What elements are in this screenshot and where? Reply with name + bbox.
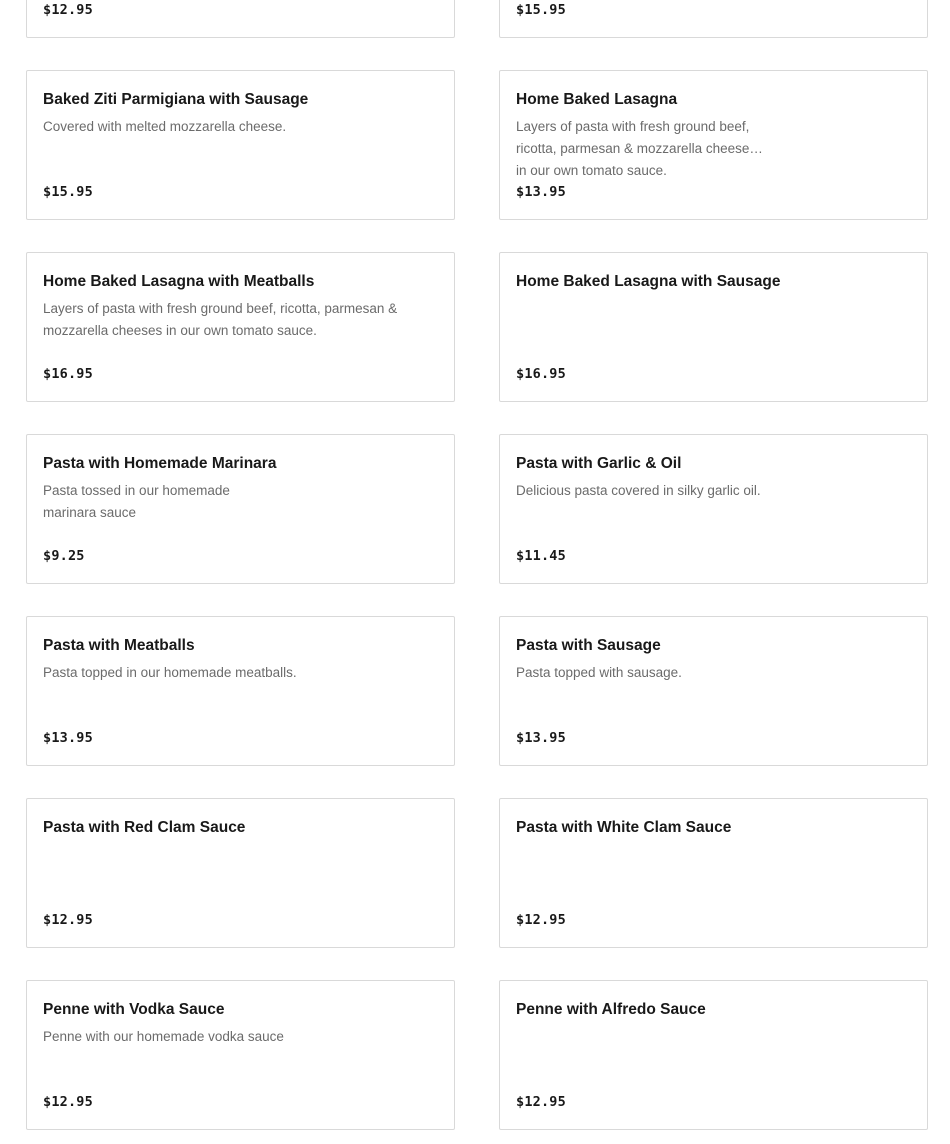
menu-item-name: Penne with Alfredo Sauce xyxy=(516,1001,706,1018)
menu-item-card-13[interactable] xyxy=(26,980,455,1130)
menu-item-card-10[interactable] xyxy=(499,616,928,766)
menu-item-price: $16.95 xyxy=(516,366,566,382)
menu-item-price: $9.25 xyxy=(43,548,85,564)
menu-item-description: Delicious pasta covered in silky garlic oil. xyxy=(516,483,761,498)
menu-item-grid xyxy=(26,0,928,1130)
menu-item-card-6[interactable] xyxy=(499,252,928,402)
menu-item-description: Layers of pasta with fresh ground beef, ricotta, parmesan & mozzarella cheeses in our own tomato sauce. xyxy=(516,119,757,178)
menu-item-card-12[interactable] xyxy=(499,798,928,948)
menu-item-price: $15.95 xyxy=(43,184,93,200)
menu-item-price: $12.95 xyxy=(43,1094,93,1110)
menu-item-price: $13.95 xyxy=(516,730,566,746)
menu-item-price: $16.95 xyxy=(43,366,93,382)
menu-item-name: Penne with Vodka Sauce xyxy=(43,1001,225,1018)
menu-item-price: $11.45 xyxy=(516,548,566,564)
menu-item-name: Baked Ziti Parmigiana with Sausage xyxy=(43,91,309,108)
menu-item-card-11[interactable] xyxy=(26,798,455,948)
menu-item-price: $15.95 xyxy=(516,2,566,18)
menu-item-price: $12.95 xyxy=(516,1094,566,1110)
menu-item-card-8[interactable] xyxy=(499,434,928,584)
menu-item-card-1[interactable] xyxy=(26,0,455,38)
menu-item-card-9[interactable] xyxy=(26,616,455,766)
menu-item-name: Pasta with Red Clam Sauce xyxy=(43,819,246,836)
menu-item-price: $12.95 xyxy=(43,2,93,18)
menu-item-description: Covered with melted mozzarella cheese. xyxy=(43,119,287,134)
menu-item-card-4[interactable] xyxy=(499,70,928,220)
menu-item-price: $12.95 xyxy=(43,912,93,928)
menu-item-description: Layers of pasta with fresh ground beef, ricotta, parmesan & mozzarella cheeses in our own tomato sauce. xyxy=(43,301,398,338)
menu-item-description: Pasta tossed in our homemade marinara sauce xyxy=(43,483,230,520)
menu-item-card-3[interactable] xyxy=(26,70,455,220)
menu-item-name: Pasta with Homemade Marinara xyxy=(43,455,277,472)
menu-item-description: Pasta topped in our homemade meatballs. xyxy=(43,665,297,680)
menu-item-name: Home Baked Lasagna with Meatballs xyxy=(43,273,315,290)
menu-item-name: Pasta with Meatballs xyxy=(43,637,195,654)
menu-item-card-7[interactable] xyxy=(26,434,455,584)
menu-item-name: Pasta with Garlic & Oil xyxy=(516,455,682,472)
menu-item-name: Home Baked Lasagna xyxy=(516,91,678,108)
menu-item-description: Pasta topped with sausage. xyxy=(516,665,682,680)
menu-item-card-14[interactable] xyxy=(499,980,928,1130)
menu-item-price: $13.95 xyxy=(43,730,93,746)
menu-item-description: Penne with our homemade vodka sauce xyxy=(43,1029,284,1044)
menu-item-name: Home Baked Lasagna with Sausage xyxy=(516,273,781,290)
menu-item-price: $12.95 xyxy=(516,912,566,928)
menu-item-name: Pasta with Sausage xyxy=(516,637,661,654)
menu-item-price: $13.95 xyxy=(516,184,566,200)
menu-item-card-5[interactable] xyxy=(26,252,455,402)
menu-item-name: Pasta with White Clam Sauce xyxy=(516,819,732,836)
menu-item-card-2[interactable] xyxy=(499,0,928,38)
